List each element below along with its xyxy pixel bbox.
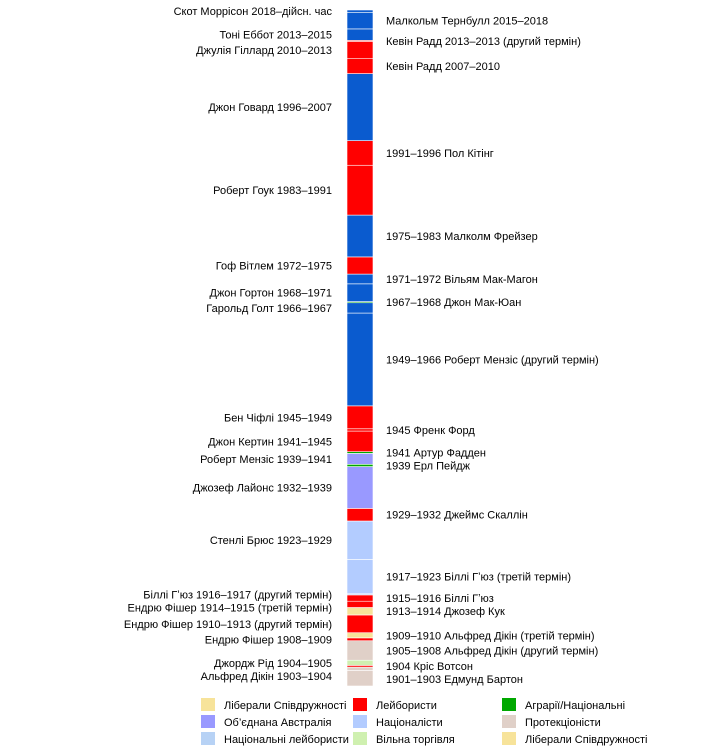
term-label-24: 1967–1968 Джон Мак-Юан — [386, 297, 522, 310]
term-label-33: Джулія Гіллард 2010–2013 — [196, 45, 332, 58]
term-label-16: 1939 Ерл Пейдж — [386, 460, 471, 473]
term-bar-7 — [347, 615, 373, 633]
legend-swatch-4 — [353, 715, 367, 728]
term-label-35: Тоні Еббот 2013–2015 — [219, 29, 332, 42]
term-label-0: 1901–1903 Едмунд Бартон — [386, 674, 523, 687]
legend-label-2: Аграрії/Національні — [525, 700, 626, 712]
term-label-28: 1975–1983 Малколм Фрейзер — [386, 231, 538, 244]
term-bars — [347, 10, 373, 686]
term-label-37: Скот Моррісон 2018–дійсн. час — [173, 6, 332, 19]
term-bar-27 — [347, 257, 373, 274]
term-label-15: Джозеф Лайонс 1932–1939 — [192, 482, 332, 495]
legend-swatch-8 — [502, 732, 516, 745]
term-label-36: Малкольм Тернбулл 2015–2018 — [386, 15, 549, 28]
term-label-34: Кевін Радд 2013–2013 (другий термін) — [386, 35, 581, 48]
term-bar-0 — [347, 671, 373, 686]
legend-swatch-3 — [201, 715, 215, 728]
legend-swatch-1 — [353, 698, 367, 711]
term-bar-21 — [347, 406, 373, 429]
term-label-2: 1904 Кріс Вотсон — [386, 661, 473, 674]
term-label-7: Ендрю Фішер 1910–1913 (другий термін) — [123, 618, 332, 631]
term-bar-31 — [347, 74, 373, 141]
term-label-23: Гарольд Голт 1966–1967 — [206, 302, 332, 315]
legend-label-6: Національні лейбористи — [224, 734, 349, 746]
term-bar-6 — [347, 633, 373, 638]
term-bar-32 — [347, 59, 373, 74]
term-label-4: 1905–1908 Альфред Дікін (другий термін) — [386, 645, 599, 658]
term-bar-10 — [347, 595, 373, 601]
legend-swatch-5 — [502, 715, 516, 728]
legend-swatch-7 — [353, 732, 367, 745]
legend — [201, 698, 647, 746]
term-label-20: 1945 Френк Форд — [386, 424, 475, 437]
term-label-18: 1941 Артур Фадден — [386, 447, 486, 460]
term-bar-35 — [347, 29, 373, 40]
term-bar-25 — [347, 284, 373, 302]
term-label-14: 1929–1932 Джеймс Скаллін — [386, 509, 528, 522]
term-label-22: 1949–1966 Роберт Мензіс (другий термін) — [386, 354, 599, 367]
term-label-10: 1915–1916 Біллі Гʼюз — [386, 593, 494, 606]
term-label-9: Ендрю Фішер 1914–1915 (третій термін) — [127, 602, 332, 615]
legend-label-1: Лейбористи — [376, 700, 437, 712]
term-bar-9 — [347, 601, 373, 607]
term-label-13: Стенлі Брюс 1923–1929 — [209, 535, 332, 548]
term-label-27: Гоф Вітлем 1972–1975 — [215, 260, 332, 273]
term-label-1: Альфред Дікін 1903–1904 — [200, 670, 332, 683]
term-bar-13 — [347, 521, 373, 559]
term-label-12: 1917–1923 Біллі Гʼюз (третій термін) — [386, 571, 572, 584]
term-bar-23 — [347, 303, 373, 313]
term-bar-4 — [347, 641, 373, 660]
term-label-26: 1971–1972 Вільям Мак-Магон — [386, 273, 538, 286]
term-bar-20 — [347, 429, 373, 431]
term-label-6: 1909–1910 Альфред Дікін (третій термін) — [386, 630, 595, 643]
term-label-3: Джордж Рід 1904–1905 — [214, 657, 332, 670]
legend-label-4: Націоналісти — [376, 717, 443, 729]
term-bar-33 — [347, 42, 373, 59]
term-label-17: Роберт Мензіс 1939–1941 — [200, 453, 332, 466]
term-label-25: Джон Гортон 1968–1971 — [209, 287, 332, 300]
term-bar-16 — [347, 464, 373, 466]
legend-label-0: Ліберали Співдружності — [224, 700, 347, 712]
term-label-32: Кевін Радд 2007–2010 — [386, 61, 500, 74]
legend-swatch-0 — [201, 698, 215, 711]
term-label-21: Бен Чіфлі 1945–1949 — [223, 412, 332, 425]
term-label-29: Роберт Гоук 1983–1991 — [213, 185, 332, 198]
term-bar-22 — [347, 313, 373, 406]
term-label-19: Джон Кертин 1941–1945 — [208, 436, 332, 449]
term-label-30: 1991–1996 Пол Кітінг — [386, 147, 494, 160]
term-label-8: 1913–1914 Джозеф Кук — [386, 606, 505, 619]
term-bar-28 — [347, 215, 373, 257]
term-bar-5 — [347, 638, 373, 641]
legend-label-8: Ліберали Співдружності — [525, 734, 648, 746]
legend-swatch-6 — [201, 732, 215, 745]
term-label-5: Ендрю Фішер 1908–1909 — [204, 634, 332, 647]
term-bar-3 — [347, 660, 373, 665]
term-bar-8 — [347, 608, 373, 615]
term-label-31: Джон Говард 1996–2007 — [208, 102, 332, 115]
term-bar-30 — [347, 141, 373, 166]
term-bar-15 — [347, 467, 373, 509]
legend-label-7: Вільна торгівля — [376, 734, 455, 746]
legend-label-5: Протекціоністи — [525, 717, 601, 729]
term-bar-1 — [347, 667, 373, 670]
term-bar-12 — [347, 559, 373, 593]
term-bar-26 — [347, 274, 373, 284]
legend-label-3: Об’єднана Австралія — [224, 717, 332, 729]
term-bar-36 — [347, 12, 373, 29]
term-label-11: Біллі Гʼюз 1916–1917 (другий термін) — [143, 589, 332, 602]
term-bar-29 — [347, 165, 373, 215]
legend-swatch-2 — [502, 698, 516, 711]
term-bar-17 — [347, 453, 373, 464]
term-bar-19 — [347, 431, 373, 452]
term-bar-14 — [347, 508, 373, 521]
term-bar-37 — [347, 10, 373, 12]
